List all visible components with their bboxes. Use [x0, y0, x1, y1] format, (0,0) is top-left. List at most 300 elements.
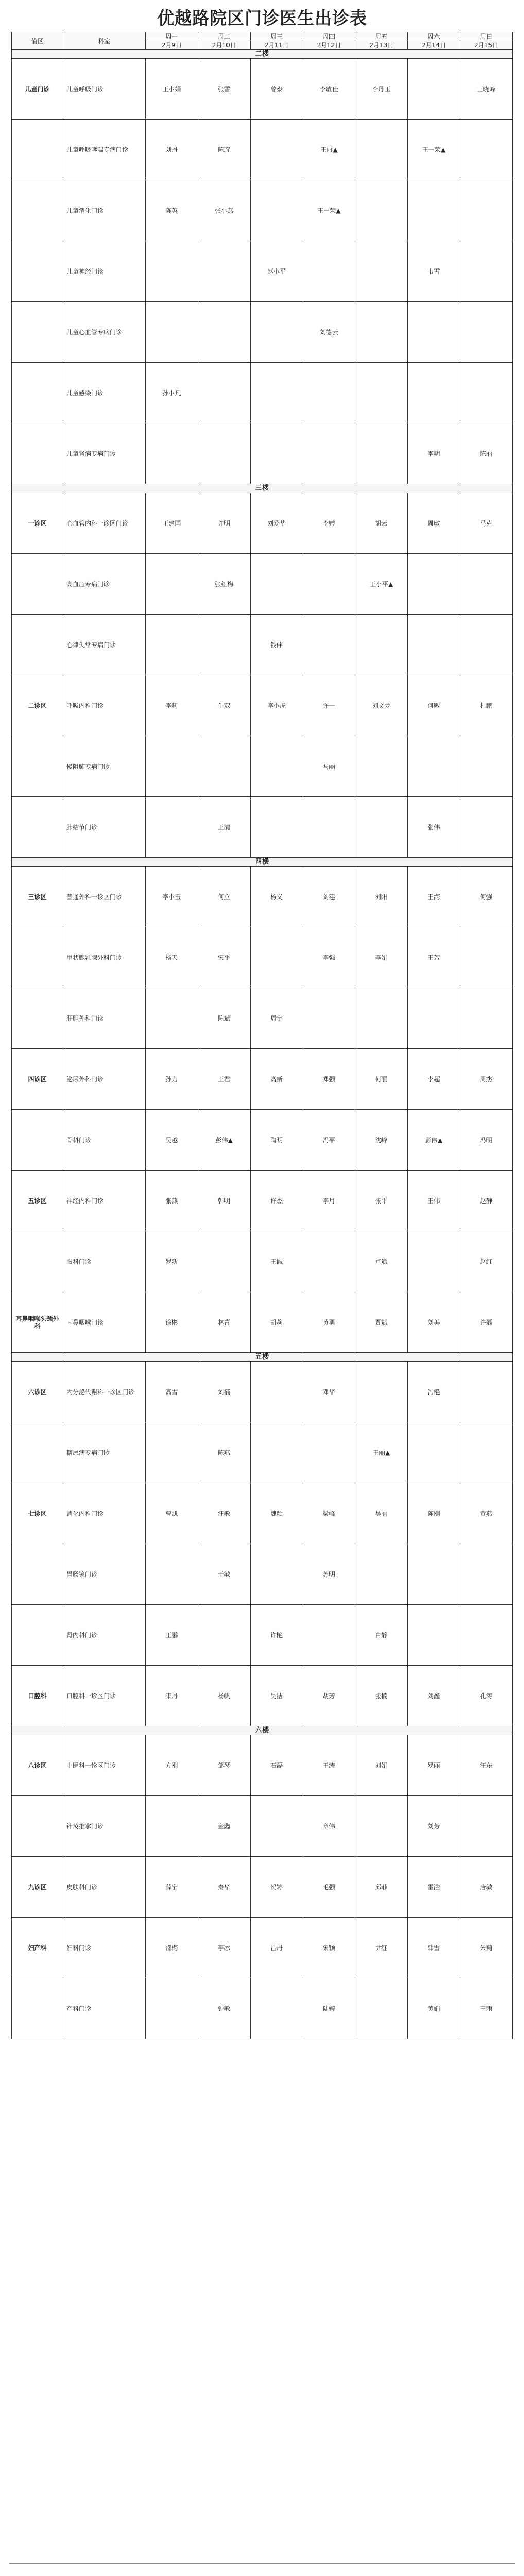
doctor-cell: [460, 1605, 513, 1666]
area-cell: 一诊区: [12, 493, 63, 554]
doctor-cell: [250, 736, 303, 797]
area-cell: 妇产科: [12, 1918, 63, 1978]
doctor-cell: 刘芳: [408, 1796, 460, 1857]
doctor-cell: 毛强: [303, 1857, 355, 1918]
doctor-cell: 彭伟▲: [408, 1110, 460, 1171]
doctor-cell: 刘阳: [355, 867, 408, 927]
doctor-cell: 王君: [198, 1049, 250, 1110]
doctor-cell: 许磊: [460, 1292, 513, 1353]
section-title: 三楼: [12, 484, 513, 493]
doctor-cell: [460, 180, 513, 241]
header-day: 周四: [303, 32, 355, 41]
doctor-cell: [408, 1231, 460, 1292]
dept-cell: 肝胆外科门诊: [63, 988, 146, 1049]
area-cell: 儿童门诊: [12, 59, 63, 120]
table-row: [12, 493, 513, 554]
header-area: 值区: [12, 32, 63, 50]
dept-cell: 心律失常专病门诊: [63, 615, 146, 675]
doctor-cell: 胡芳: [303, 1666, 355, 1726]
section-title: 六楼: [12, 1726, 513, 1735]
doctor-cell: [460, 615, 513, 675]
doctor-cell: 孙小凡: [146, 363, 198, 423]
area-cell: [12, 302, 63, 363]
table-row: [12, 1666, 513, 1726]
dept-cell: 产科门诊: [63, 1978, 146, 2039]
doctor-cell: [355, 615, 408, 675]
doctor-cell: 宋平: [198, 927, 250, 988]
header-day: 周五: [355, 32, 408, 41]
table-row: [12, 927, 513, 988]
doctor-cell: 宋颖: [303, 1918, 355, 1978]
table-row: [12, 120, 513, 180]
doctor-cell: [146, 615, 198, 675]
dept-cell: 儿童心血管专病门诊: [63, 302, 146, 363]
doctor-cell: 赵小平: [250, 241, 303, 302]
area-cell: [12, 1422, 63, 1483]
dept-cell: 骨科门诊: [63, 1110, 146, 1171]
doctor-cell: 周宇: [250, 988, 303, 1049]
doctor-cell: 杨天: [146, 927, 198, 988]
doctor-cell: [146, 1796, 198, 1857]
doctor-cell: [460, 554, 513, 615]
dept-cell: 耳鼻咽喉门诊: [63, 1292, 146, 1353]
doctor-cell: [303, 615, 355, 675]
dept-cell: 呼吸内科门诊: [63, 675, 146, 736]
dept-cell: 慢阻肺专病门诊: [63, 736, 146, 797]
doctor-cell: 刘娟: [355, 1735, 408, 1796]
header-day: 周一: [146, 32, 198, 41]
doctor-cell: 沈峰: [355, 1110, 408, 1171]
doctor-cell: 罗新: [146, 1231, 198, 1292]
doctor-cell: [355, 1544, 408, 1605]
doctor-cell: 李超: [408, 1049, 460, 1110]
doctor-cell: [355, 120, 408, 180]
doctor-cell: 陆婷: [303, 1978, 355, 2039]
doctor-cell: 邵梅: [146, 1918, 198, 1978]
doctor-cell: 吴洁: [250, 1666, 303, 1726]
table-row: [12, 1231, 513, 1292]
doctor-cell: [198, 423, 250, 484]
area-cell: [12, 797, 63, 858]
doctor-cell: 钱伟: [250, 615, 303, 675]
doctor-cell: [355, 302, 408, 363]
doctor-cell: 邹琴: [198, 1735, 250, 1796]
section-row: [12, 858, 513, 867]
doctor-cell: 赵红: [460, 1231, 513, 1292]
table-row: [12, 1735, 513, 1796]
doctor-cell: [146, 1422, 198, 1483]
doctor-cell: 张燕: [146, 1171, 198, 1231]
doctor-cell: 宋丹: [146, 1666, 198, 1726]
doctor-cell: 王伟: [408, 1171, 460, 1231]
dept-cell: 高血压专病门诊: [63, 554, 146, 615]
doctor-cell: [460, 797, 513, 858]
doctor-cell: 汪东: [460, 1735, 513, 1796]
doc1-table: [11, 32, 513, 2039]
area-cell: [12, 554, 63, 615]
doctor-cell: [460, 363, 513, 423]
doctor-cell: [146, 302, 198, 363]
doctor-cell: [355, 736, 408, 797]
doctor-cell: [408, 736, 460, 797]
area-cell: [12, 736, 63, 797]
header-date: 2月12日: [303, 41, 355, 50]
header-date: 2月10日: [198, 41, 250, 50]
doctor-cell: [250, 554, 303, 615]
area-cell: 四诊区: [12, 1049, 63, 1110]
doctor-cell: 钟敏: [198, 1978, 250, 2039]
doctor-cell: [303, 554, 355, 615]
doctor-cell: 何强: [460, 867, 513, 927]
area-cell: 五诊区: [12, 1171, 63, 1231]
doctor-cell: [460, 736, 513, 797]
doctor-cell: [198, 615, 250, 675]
doctor-cell: [408, 302, 460, 363]
table-row: [12, 241, 513, 302]
dept-cell: 口腔科一诊区门诊: [63, 1666, 146, 1726]
dept-cell: 眼科门诊: [63, 1231, 146, 1292]
doctor-cell: 刘鑫: [408, 1666, 460, 1726]
doctor-cell: 刘爱华: [250, 493, 303, 554]
doctor-cell: [460, 988, 513, 1049]
dept-cell: 皮肤科门诊: [63, 1857, 146, 1918]
doctor-cell: 徐彬: [146, 1292, 198, 1353]
doctor-cell: 卢斌: [355, 1231, 408, 1292]
dept-cell: 消化内科门诊: [63, 1483, 146, 1544]
doctor-cell: [408, 988, 460, 1049]
doctor-cell: [355, 1362, 408, 1422]
area-cell: 七诊区: [12, 1483, 63, 1544]
doctor-cell: 胡云: [355, 493, 408, 554]
doctor-cell: [460, 1362, 513, 1422]
doctor-cell: 牛双: [198, 675, 250, 736]
doctor-cell: 冯明: [460, 1110, 513, 1171]
doctor-cell: [250, 302, 303, 363]
header-day: 周二: [198, 32, 250, 41]
doctor-cell: 许一: [303, 675, 355, 736]
doctor-cell: [408, 180, 460, 241]
area-cell: [12, 363, 63, 423]
doctor-cell: 李敏佳: [303, 59, 355, 120]
doc2-title: [0, 2572, 524, 2576]
doc1-table-wrap: [11, 32, 513, 2039]
doctor-cell: 王一荣▲: [303, 180, 355, 241]
doctor-cell: 王清: [198, 797, 250, 858]
doctor-cell: 张平: [355, 1171, 408, 1231]
dept-cell: 儿童消化门诊: [63, 180, 146, 241]
doctor-cell: [303, 363, 355, 423]
doctor-cell: [460, 120, 513, 180]
doctor-cell: 林青: [198, 1292, 250, 1353]
dept-cell: 儿童神经门诊: [63, 241, 146, 302]
area-cell: 九诊区: [12, 1857, 63, 1918]
doctor-cell: [250, 120, 303, 180]
table-row: [12, 615, 513, 675]
table-row: [12, 1796, 513, 1857]
doctor-cell: 王建国: [146, 493, 198, 554]
doctor-cell: [355, 797, 408, 858]
dept-cell: 肺结节门诊: [63, 797, 146, 858]
doctor-cell: [146, 797, 198, 858]
doctor-cell: 于敏: [198, 1544, 250, 1605]
doctor-cell: 杨帆: [198, 1666, 250, 1726]
doctor-cell: [303, 988, 355, 1049]
doctor-cell: 尹红: [355, 1918, 408, 1978]
doctor-cell: 李丹玉: [355, 59, 408, 120]
table-row: [12, 1978, 513, 2039]
header-day: 周三: [250, 32, 303, 41]
doctor-cell: [355, 1978, 408, 2039]
doctor-cell: [198, 736, 250, 797]
dept-cell: 中医科一诊区门诊: [63, 1735, 146, 1796]
doctor-cell: 邓华: [303, 1362, 355, 1422]
header-date: 2月13日: [355, 41, 408, 50]
dept-cell: 儿童肾病专病门诊: [63, 423, 146, 484]
area-cell: [12, 1796, 63, 1857]
area-cell: [12, 180, 63, 241]
dept-cell: 甲状腺乳腺外科门诊: [63, 927, 146, 988]
doctor-cell: 王海: [408, 867, 460, 927]
doctor-cell: 李莉: [146, 675, 198, 736]
doctor-cell: 张雪: [198, 59, 250, 120]
doctor-cell: 何立: [198, 867, 250, 927]
doctor-cell: 张伟: [408, 797, 460, 858]
doctor-cell: 黄勇: [303, 1292, 355, 1353]
doctor-cell: [355, 423, 408, 484]
doctor-cell: 赵静: [460, 1171, 513, 1231]
doctor-cell: 曹凯: [146, 1483, 198, 1544]
doctor-cell: 胡莉: [250, 1292, 303, 1353]
doctor-cell: 刘美: [408, 1292, 460, 1353]
doctor-cell: 黄燕: [460, 1483, 513, 1544]
doctor-cell: 曾泰: [250, 59, 303, 120]
doctor-cell: 孔涛: [460, 1666, 513, 1726]
doctor-cell: 周敏: [408, 493, 460, 554]
doctor-cell: 邱菲: [355, 1857, 408, 1918]
doctor-cell: 刘文龙: [355, 675, 408, 736]
doctor-cell: [408, 1544, 460, 1605]
doctor-cell: 刘丹: [146, 120, 198, 180]
table-row: [12, 302, 513, 363]
table-row: [12, 554, 513, 615]
doctor-cell: [198, 1231, 250, 1292]
area-cell: 三诊区: [12, 867, 63, 927]
dept-cell: 儿童呼吸门诊: [63, 59, 146, 120]
doctor-cell: [460, 927, 513, 988]
doctor-cell: [250, 1362, 303, 1422]
dept-cell: 妇科门诊: [63, 1918, 146, 1978]
area-cell: [12, 1110, 63, 1171]
doctor-cell: [303, 797, 355, 858]
dept-cell: 泌尿外科门诊: [63, 1049, 146, 1110]
doctor-cell: 彭伟▲: [198, 1110, 250, 1171]
doctor-cell: [460, 302, 513, 363]
doctor-cell: 汪敏: [198, 1483, 250, 1544]
doctor-cell: 白静: [355, 1605, 408, 1666]
doctor-cell: [355, 363, 408, 423]
area-cell: [12, 988, 63, 1049]
doctor-cell: [250, 423, 303, 484]
doctor-cell: 李婷: [303, 493, 355, 554]
dept-cell: 儿童呼吸哮喘专病门诊: [63, 120, 146, 180]
doctor-cell: [146, 423, 198, 484]
doctor-cell: [198, 302, 250, 363]
doctor-cell: 陈燕: [198, 1422, 250, 1483]
doctor-cell: [303, 1231, 355, 1292]
table-row: [12, 1292, 513, 1353]
doctor-cell: [250, 1544, 303, 1605]
section-row: [12, 1726, 513, 1735]
doctor-cell: 章伟: [303, 1796, 355, 1857]
doctor-cell: 刘德云: [303, 302, 355, 363]
doctor-cell: [146, 1978, 198, 2039]
doctor-cell: 王晓峰: [460, 59, 513, 120]
table-row: [12, 736, 513, 797]
doctor-cell: 周杰: [460, 1049, 513, 1110]
doctor-cell: 杨义: [250, 867, 303, 927]
doctor-cell: 吴丽: [355, 1483, 408, 1544]
header-date: 2月11日: [250, 41, 303, 50]
doctor-cell: [460, 241, 513, 302]
table-row: [12, 988, 513, 1049]
doctor-cell: [303, 241, 355, 302]
doctor-cell: [355, 988, 408, 1049]
doctor-cell: 魏颖: [250, 1483, 303, 1544]
area-cell: [12, 1605, 63, 1666]
table-row: [12, 59, 513, 120]
doctor-cell: 冯艳: [408, 1362, 460, 1422]
table-row: [12, 1171, 513, 1231]
doctor-cell: 黄娟: [408, 1978, 460, 2039]
doctor-cell: [460, 1796, 513, 1857]
doctor-cell: 贾斌: [355, 1292, 408, 1353]
table-row: [12, 867, 513, 927]
doctor-cell: [460, 1422, 513, 1483]
doctor-cell: [250, 180, 303, 241]
area-cell: 口腔科: [12, 1666, 63, 1726]
doctor-cell: 苏明: [303, 1544, 355, 1605]
doctor-cell: 许明: [198, 493, 250, 554]
doctor-cell: [408, 59, 460, 120]
doctor-cell: 王诚: [250, 1231, 303, 1292]
section-title: 五楼: [12, 1353, 513, 1362]
doctor-cell: [303, 1422, 355, 1483]
doctor-cell: [408, 1605, 460, 1666]
doctor-cell: 张红梅: [198, 554, 250, 615]
doctor-cell: 韩雪: [408, 1918, 460, 1978]
table-row: [12, 363, 513, 423]
section-title: 四楼: [12, 858, 513, 867]
doctor-cell: 陈刚: [408, 1483, 460, 1544]
doctor-cell: 罗丽: [408, 1735, 460, 1796]
doctor-cell: [250, 1422, 303, 1483]
table-row: [12, 1857, 513, 1918]
header-row: [12, 32, 513, 41]
doctor-cell: [355, 1796, 408, 1857]
doctor-cell: 王小平▲: [355, 554, 408, 615]
doctor-cell: 许杰: [250, 1171, 303, 1231]
doctor-cell: [250, 1796, 303, 1857]
table-row: [12, 180, 513, 241]
doctor-cell: 雷浩: [408, 1857, 460, 1918]
doctor-cell: 陈彦: [198, 120, 250, 180]
doctor-cell: 秦华: [198, 1857, 250, 1918]
doctor-cell: 高雪: [146, 1362, 198, 1422]
dept-cell: 普通外科一诊区门诊: [63, 867, 146, 927]
section-row: [12, 50, 513, 59]
dept-cell: 内分泌代谢科一诊区门诊: [63, 1362, 146, 1422]
area-cell: 八诊区: [12, 1735, 63, 1796]
doctor-cell: 张楠: [355, 1666, 408, 1726]
table-row: [12, 1422, 513, 1483]
doctor-cell: 李月: [303, 1171, 355, 1231]
doctor-cell: [250, 1978, 303, 2039]
doctor-cell: [408, 554, 460, 615]
area-cell: [12, 1231, 63, 1292]
doctor-cell: 王丽▲: [303, 120, 355, 180]
table-row: [12, 1110, 513, 1171]
doctor-cell: [408, 1422, 460, 1483]
doctor-cell: [408, 615, 460, 675]
doctor-cell: 马克: [460, 493, 513, 554]
doctor-cell: 冯平: [303, 1110, 355, 1171]
doctor-cell: 王一荣▲: [408, 120, 460, 180]
doctor-cell: 韩明: [198, 1171, 250, 1231]
dept-cell: 糖尿病专病门诊: [63, 1422, 146, 1483]
dept-cell: 心血管内科一诊区门诊: [63, 493, 146, 554]
dept-cell: 胃肠镜门诊: [63, 1544, 146, 1605]
doctor-cell: 唐敏: [460, 1857, 513, 1918]
doctor-cell: 王丽▲: [355, 1422, 408, 1483]
doctor-cell: 许艳: [250, 1605, 303, 1666]
doctor-cell: [198, 363, 250, 423]
doctor-cell: [146, 988, 198, 1049]
doctor-cell: 石磊: [250, 1735, 303, 1796]
doctor-cell: 王小娟: [146, 59, 198, 120]
doctor-cell: [250, 797, 303, 858]
doctor-cell: 李强: [303, 927, 355, 988]
doctor-cell: 韦雪: [408, 241, 460, 302]
doctor-cell: 李冰: [198, 1918, 250, 1978]
doctor-cell: 张小燕: [198, 180, 250, 241]
doctor-cell: 方刚: [146, 1735, 198, 1796]
doctor-cell: 李小虎: [250, 675, 303, 736]
doctor-cell: 郑强: [303, 1049, 355, 1110]
table-row: [12, 1362, 513, 1422]
doctor-cell: [198, 241, 250, 302]
section-row: [12, 484, 513, 493]
doctor-cell: 何敏: [408, 675, 460, 736]
header-date: 2月9日: [146, 41, 198, 50]
doctor-cell: 贺婷: [250, 1857, 303, 1918]
doctor-cell: [355, 180, 408, 241]
header-day: 周日: [460, 32, 513, 41]
area-cell: [12, 241, 63, 302]
doctor-cell: [146, 554, 198, 615]
dept-cell: 神经内科门诊: [63, 1171, 146, 1231]
table-row: [12, 1544, 513, 1605]
doctor-cell: 朱莉: [460, 1918, 513, 1978]
doctor-cell: 吴越: [146, 1110, 198, 1171]
doctor-cell: 王芳: [408, 927, 460, 988]
doctor-cell: 马丽: [303, 736, 355, 797]
doctor-cell: 王鹏: [146, 1605, 198, 1666]
doctor-cell: 刘建: [303, 867, 355, 927]
dept-cell: 肾内科门诊: [63, 1605, 146, 1666]
doctor-cell: 李娟: [355, 927, 408, 988]
area-cell: [12, 1544, 63, 1605]
doctor-cell: 薛宁: [146, 1857, 198, 1918]
